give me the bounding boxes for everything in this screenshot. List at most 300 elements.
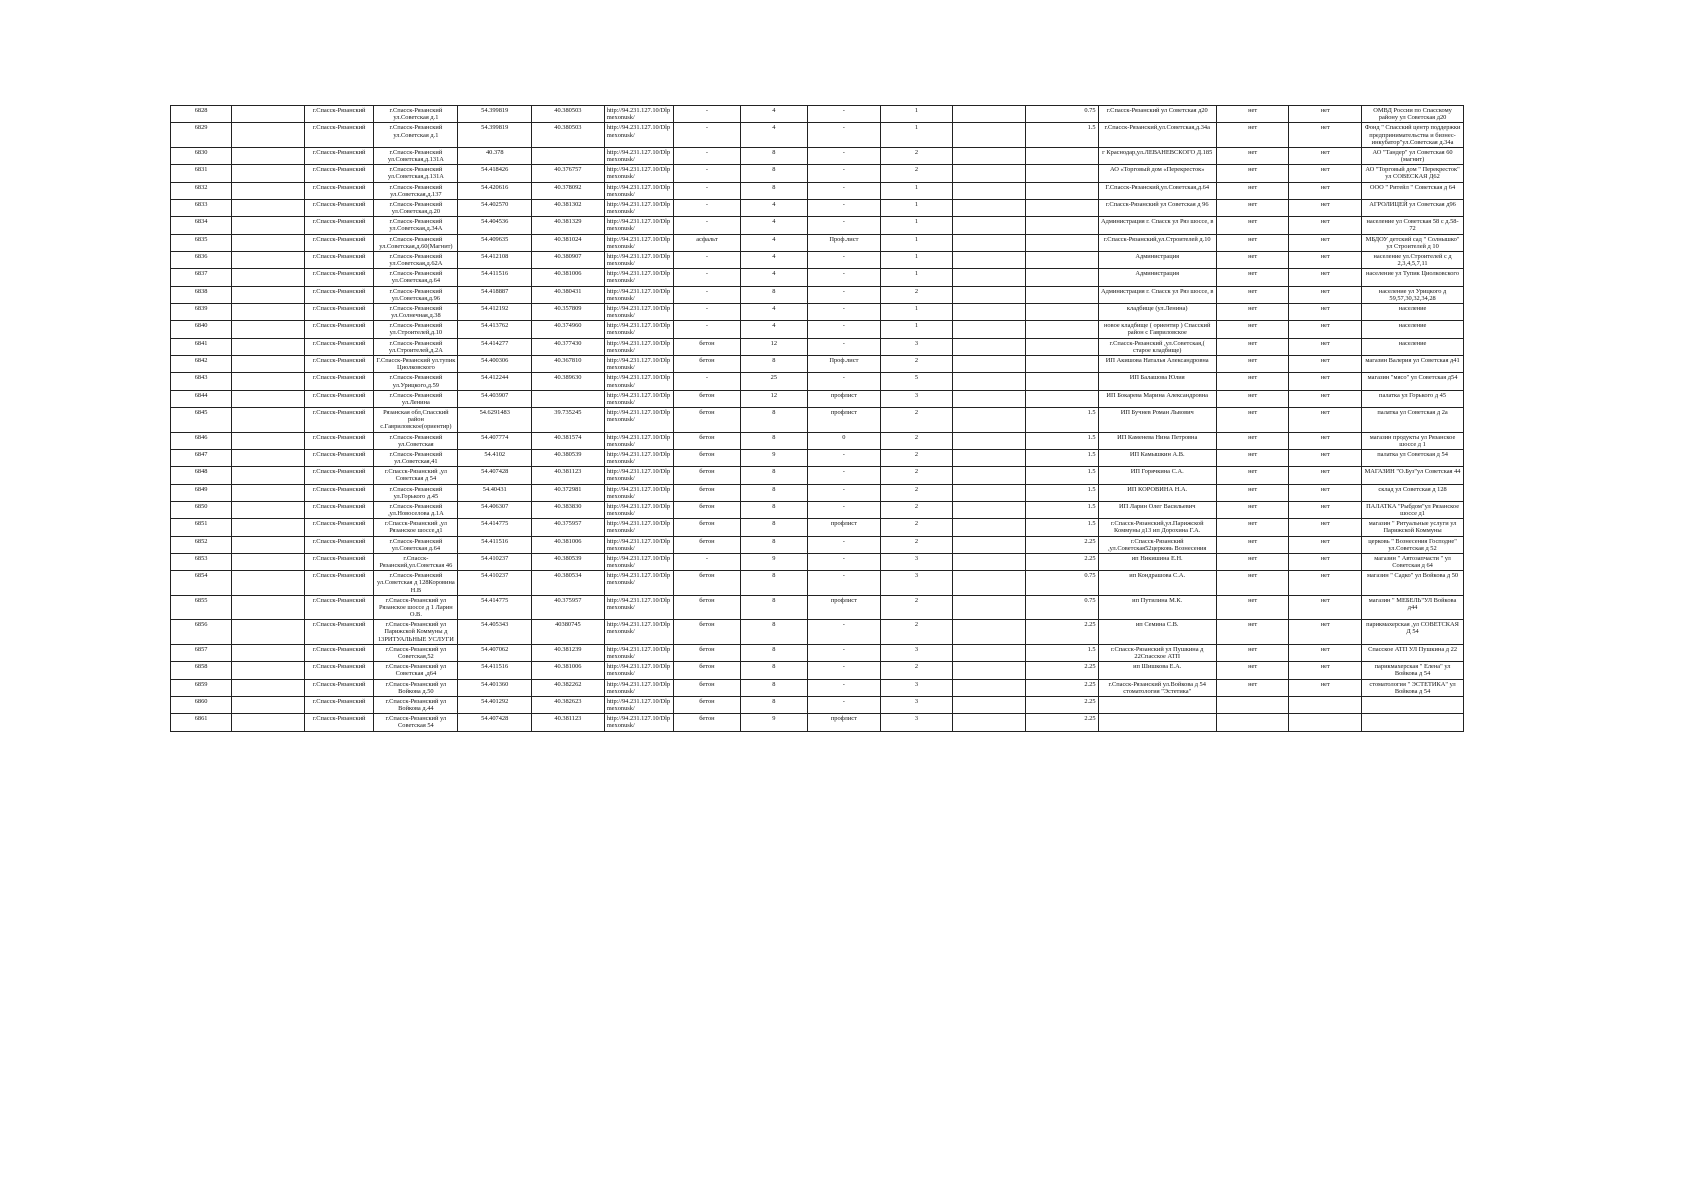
- cell-flag-b: [1289, 696, 1362, 713]
- cell-latitude: 54.399819: [458, 123, 532, 148]
- cell-source: палатка ул Советская д 2а: [1362, 408, 1464, 433]
- cell-volume: [1025, 390, 1098, 407]
- cell-link[interactable]: http://94.231.127.10/Dlpmexonusk/: [604, 484, 674, 501]
- cell-volume: 2.25: [1025, 662, 1098, 679]
- cell-size: 4: [740, 234, 807, 251]
- cell-link[interactable]: http://94.231.127.10/Dlpmexonusk/: [604, 501, 674, 518]
- cell-city: г.Спасск-Рязанский: [304, 662, 374, 679]
- cell-longitude: 40.381123: [532, 467, 605, 484]
- cell-latitude: 54.418887: [458, 286, 532, 303]
- cell-latitude: 54.40431: [458, 484, 532, 501]
- cell-id: 6841: [171, 338, 232, 355]
- cell-city: г.Спасск-Рязанский: [304, 501, 374, 518]
- cell-address: г.Спасск-Рязанский ул Войкова д.44: [374, 696, 458, 713]
- cell-latitude: 54.412192: [458, 303, 532, 320]
- cell-address: г.Спасск-Рязанский ,ул Советская д 54: [374, 467, 458, 484]
- cell-id: 6836: [171, 251, 232, 268]
- cell-volume: [1025, 251, 1098, 268]
- cell-flag-b: нет: [1289, 269, 1362, 286]
- cell-longitude: 40.375957: [532, 595, 605, 620]
- cell-empty: [953, 501, 1026, 518]
- cell-fence: профлист: [808, 595, 881, 620]
- cell-volume: [1025, 321, 1098, 338]
- cell-surface: бетон: [674, 620, 740, 645]
- cell-empty: [953, 536, 1026, 553]
- cell-surface: асфальт: [674, 234, 740, 251]
- cell-flag-b: нет: [1289, 553, 1362, 570]
- cell-flag-b: нет: [1289, 182, 1362, 199]
- cell-source: МАГАЗИН "О.Буз"ул Советская 44: [1362, 467, 1464, 484]
- table-row: [171, 644, 1464, 661]
- cell-size: 4: [740, 106, 807, 123]
- table-row: [171, 519, 1464, 536]
- cell-flag-a: нет: [1216, 147, 1289, 164]
- cell-flag-a: нет: [1216, 234, 1289, 251]
- cell-count: 1: [880, 234, 953, 251]
- cell-fence: -: [808, 501, 881, 518]
- cell-address: г.Спасск-Рязанский ул.Советская,д.96: [374, 286, 458, 303]
- cell-flag-a: нет: [1216, 553, 1289, 570]
- cell-id: 6834: [171, 217, 232, 234]
- cell-flag-b: нет: [1289, 536, 1362, 553]
- cell-link[interactable]: http://94.231.127.10/Dlpmexonusk/: [604, 234, 674, 251]
- cell-id: 6849: [171, 484, 232, 501]
- cell-id: 6833: [171, 199, 232, 216]
- cell-surface: бетон: [674, 501, 740, 518]
- cell-latitude: 54.411516: [458, 536, 532, 553]
- cell-empty: [953, 408, 1026, 433]
- cell-longitude: 40.381123: [532, 714, 605, 731]
- table-row: [171, 484, 1464, 501]
- cell-link[interactable]: http://94.231.127.10/Dlpmexonusk/: [604, 679, 674, 696]
- cell-link[interactable]: http://94.231.127.10/Dlpmexonusk/: [604, 303, 674, 320]
- cell-count: 2: [880, 449, 953, 466]
- cell-empty: [953, 679, 1026, 696]
- cell-city: г.Спасск-Рязанский: [304, 571, 374, 596]
- cell-volume: 0.75: [1025, 106, 1098, 123]
- cell-source: Спасское АТП УЛ Пушкина д 22: [1362, 644, 1464, 661]
- table-row: [171, 147, 1464, 164]
- cell-latitude: 54.414775: [458, 519, 532, 536]
- cell-address: г.Спасск-Рязанский ул Войкова д.50: [374, 679, 458, 696]
- cell-longitude: 40.381006: [532, 662, 605, 679]
- cell-longitude: 40.367810: [532, 355, 605, 372]
- cell-city: г.Спасск-Рязанский: [304, 303, 374, 320]
- cell-source: ПАЛАТКА "Рыбдом"ул Рязанское шоссе д1: [1362, 501, 1464, 518]
- cell-volume: 1.5: [1025, 501, 1098, 518]
- table-row: [171, 620, 1464, 645]
- cell-empty: [953, 644, 1026, 661]
- cell-flag-b: нет: [1289, 123, 1362, 148]
- registry-table-body: [171, 106, 1464, 732]
- cell-address: Рязанская обл,Спасский район с.Гавриловское(ориентир): [374, 408, 458, 433]
- cell-empty: [953, 620, 1026, 645]
- cell-empty: [232, 484, 305, 501]
- cell-latitude: 54.414277: [458, 338, 532, 355]
- cell-empty: [232, 536, 305, 553]
- cell-link[interactable]: http://94.231.127.10/Dlpmexonusk/: [604, 147, 674, 164]
- table-row: [171, 373, 1464, 390]
- cell-empty: [953, 303, 1026, 320]
- cell-address: г.Спасск-Рязанский ,ул Рязанское шоссе,д1: [374, 519, 458, 536]
- cell-fence: -: [808, 199, 881, 216]
- cell-link[interactable]: http://94.231.127.10/Dlpmexonusk/: [604, 714, 674, 731]
- cell-owner: ип Шишкова Е.А.: [1098, 662, 1216, 679]
- cell-longitude: 40.357809: [532, 303, 605, 320]
- cell-flag-a: [1216, 696, 1289, 713]
- cell-owner: ип Семина С.В.: [1098, 620, 1216, 645]
- cell-source: АГРОЛИЦЕЙ ул Советская д96: [1362, 199, 1464, 216]
- cell-link[interactable]: http://94.231.127.10/Dlpmexonusk/: [604, 696, 674, 713]
- cell-surface: бетон: [674, 467, 740, 484]
- cell-count: 3: [880, 696, 953, 713]
- cell-link[interactable]: http://94.231.127.10/Dlpmexonusk/: [604, 662, 674, 679]
- cell-longitude: 40.381302: [532, 199, 605, 216]
- cell-longitude: [532, 390, 605, 407]
- cell-empty: [953, 519, 1026, 536]
- cell-size: 8: [740, 595, 807, 620]
- cell-owner: Администрация г. Спасск ул Ряз шоссе, в: [1098, 286, 1216, 303]
- cell-size: 8: [740, 571, 807, 596]
- cell-link[interactable]: http://94.231.127.10/Dlpmexonusk/: [604, 251, 674, 268]
- cell-source: население: [1362, 303, 1464, 320]
- cell-latitude: 54.410237: [458, 571, 532, 596]
- cell-link[interactable]: http://94.231.127.10/Dlpmexonusk/: [604, 467, 674, 484]
- cell-count: 1: [880, 269, 953, 286]
- cell-latitude: 54.413762: [458, 321, 532, 338]
- cell-link[interactable]: http://94.231.127.10/Dlpmexonusk/: [604, 620, 674, 645]
- cell-link[interactable]: http://94.231.127.10/Dlpmexonusk/: [604, 432, 674, 449]
- cell-flag-b: нет: [1289, 408, 1362, 433]
- cell-link[interactable]: http://94.231.127.10/Dlpmexonusk/: [604, 123, 674, 148]
- cell-empty: [232, 679, 305, 696]
- cell-owner: кладбище (ул.Ленина): [1098, 303, 1216, 320]
- cell-fence: -: [808, 217, 881, 234]
- table-row: [171, 408, 1464, 433]
- cell-flag-a: нет: [1216, 484, 1289, 501]
- cell-owner: г.Спасск-Рязанский ул Пушкина д 22Спасское АТП: [1098, 644, 1216, 661]
- cell-link[interactable]: http://94.231.127.10/Dlpmexonusk/: [604, 217, 674, 234]
- table-row: [171, 234, 1464, 251]
- cell-flag-b: нет: [1289, 165, 1362, 182]
- cell-longitude: 39.735245: [532, 408, 605, 433]
- cell-link[interactable]: http://94.231.127.10/Dlpmexonusk/: [604, 449, 674, 466]
- cell-size: 8: [740, 408, 807, 433]
- cell-flag-b: нет: [1289, 199, 1362, 216]
- cell-id: 6859: [171, 679, 232, 696]
- cell-size: 4: [740, 303, 807, 320]
- cell-count: 2: [880, 484, 953, 501]
- cell-count: 2: [880, 286, 953, 303]
- cell-surface: бетон: [674, 408, 740, 433]
- cell-volume: [1025, 165, 1098, 182]
- cell-flag-b: нет: [1289, 355, 1362, 372]
- cell-empty: [953, 390, 1026, 407]
- cell-flag-a: нет: [1216, 251, 1289, 268]
- cell-source: магазин Валерия ул Советская д41: [1362, 355, 1464, 372]
- cell-fence: профлист: [808, 408, 881, 433]
- cell-city: г.Спасск-Рязанский: [304, 536, 374, 553]
- table-row: [171, 714, 1464, 731]
- cell-count: 3: [880, 644, 953, 661]
- cell-fence: -: [808, 338, 881, 355]
- cell-link[interactable]: http://94.231.127.10/Dlpmexonusk/: [604, 536, 674, 553]
- table-row: [171, 571, 1464, 596]
- cell-address: г.Спасск-Рязанский ул.Строителей,д.2А: [374, 338, 458, 355]
- cell-empty: [953, 484, 1026, 501]
- table-row: [171, 355, 1464, 372]
- cell-address: г.Спасск-Рязанский ул Парижской Коммуны д 13РИТУАЛЬНЫЕ УСЛУГИ: [374, 620, 458, 645]
- cell-address: г.Спасск-Рязанский ул.Советская,д.137: [374, 182, 458, 199]
- cell-volume: 1.5: [1025, 449, 1098, 466]
- cell-flag-b: нет: [1289, 519, 1362, 536]
- cell-flag-a: нет: [1216, 182, 1289, 199]
- cell-surface: -: [674, 269, 740, 286]
- cell-fence: -: [808, 321, 881, 338]
- cell-source: население ул Тупик Циолковского: [1362, 269, 1464, 286]
- cell-empty: [232, 595, 305, 620]
- cell-flag-a: нет: [1216, 408, 1289, 433]
- cell-surface: бетон: [674, 338, 740, 355]
- cell-fence: -: [808, 467, 881, 484]
- cell-empty: [232, 123, 305, 148]
- cell-city: г.Спасск-Рязанский: [304, 217, 374, 234]
- cell-id: 6832: [171, 182, 232, 199]
- cell-flag-a: нет: [1216, 432, 1289, 449]
- cell-empty: [232, 147, 305, 164]
- cell-city: г.Спасск-Рязанский: [304, 408, 374, 433]
- cell-latitude: 54.411516: [458, 269, 532, 286]
- cell-volume: 2.25: [1025, 696, 1098, 713]
- cell-link[interactable]: http://94.231.127.10/Dlpmexonusk/: [604, 321, 674, 338]
- cell-volume: 0.75: [1025, 595, 1098, 620]
- cell-flag-a: нет: [1216, 199, 1289, 216]
- cell-flag-a: нет: [1216, 106, 1289, 123]
- cell-link[interactable]: http://94.231.127.10/Dlpmexonusk/: [604, 571, 674, 596]
- table-row: [171, 321, 1464, 338]
- cell-longitude: 40.381239: [532, 644, 605, 661]
- cell-empty: [232, 696, 305, 713]
- cell-id: 6830: [171, 147, 232, 164]
- cell-id: 6843: [171, 373, 232, 390]
- cell-volume: [1025, 182, 1098, 199]
- cell-surface: бетон: [674, 390, 740, 407]
- cell-fence: -: [808, 679, 881, 696]
- cell-fence: -: [808, 251, 881, 268]
- cell-volume: 2.25: [1025, 536, 1098, 553]
- cell-source: склад ул Советская д 128: [1362, 484, 1464, 501]
- cell-address: Г.Спасск-Рязанский ул.тупик Циолковского: [374, 355, 458, 372]
- cell-address: г.Спасск-Рязанский ул.Советская,д.131А: [374, 165, 458, 182]
- cell-address: г.Спасск-Рязанский ул Советская ,д64: [374, 662, 458, 679]
- cell-id: 6847: [171, 449, 232, 466]
- cell-empty: [953, 199, 1026, 216]
- cell-fence: профлист: [808, 714, 881, 731]
- cell-surface: бетон: [674, 536, 740, 553]
- table-row: [171, 662, 1464, 679]
- cell-empty: [232, 182, 305, 199]
- cell-count: 3: [880, 571, 953, 596]
- cell-flag-b: [1289, 714, 1362, 731]
- cell-fence: -: [808, 373, 881, 390]
- cell-empty: [232, 355, 305, 372]
- cell-longitude: 40380745: [532, 620, 605, 645]
- cell-empty: [953, 182, 1026, 199]
- cell-id: 6846: [171, 432, 232, 449]
- cell-volume: 2.25: [1025, 620, 1098, 645]
- cell-volume: 2.25: [1025, 679, 1098, 696]
- cell-city: г.Спасск-Рязанский: [304, 595, 374, 620]
- cell-city: г.Спасск-Рязанский: [304, 432, 374, 449]
- cell-latitude: 54.6291483: [458, 408, 532, 433]
- cell-id: 6858: [171, 662, 232, 679]
- cell-surface: -: [674, 123, 740, 148]
- cell-id: 6861: [171, 714, 232, 731]
- cell-volume: 1.5: [1025, 123, 1098, 148]
- cell-size: 9: [740, 553, 807, 570]
- cell-size: 8: [740, 286, 807, 303]
- cell-count: 2: [880, 519, 953, 536]
- cell-id: 6845: [171, 408, 232, 433]
- cell-link[interactable]: http://94.231.127.10/Dlpmexonusk/: [604, 182, 674, 199]
- cell-owner: г.Спасск-Рязанский,ул.Парижской Коммуны д13 ип Дорохина Г.А.: [1098, 519, 1216, 536]
- cell-empty: [232, 303, 305, 320]
- cell-address: г.Спасск-Рязанский ул.Строителей,д.10: [374, 321, 458, 338]
- cell-fence: -: [808, 571, 881, 596]
- cell-flag-b: нет: [1289, 373, 1362, 390]
- cell-flag-a: нет: [1216, 449, 1289, 466]
- cell-flag-b: нет: [1289, 106, 1362, 123]
- cell-link[interactable]: http://94.231.127.10/Dlpmexonusk/: [604, 338, 674, 355]
- cell-flag-b: нет: [1289, 251, 1362, 268]
- cell-longitude: [532, 147, 605, 164]
- cell-volume: 2.25: [1025, 714, 1098, 731]
- cell-id: 6856: [171, 620, 232, 645]
- cell-address: г.Спасск-Рязанский ул Рязанское шоссе д 1 Ларин О.В.: [374, 595, 458, 620]
- cell-id: 6860: [171, 696, 232, 713]
- cell-empty: [232, 106, 305, 123]
- cell-source: население ул.Строителей с д 2,3,4,5,7,11: [1362, 251, 1464, 268]
- cell-size: 8: [740, 501, 807, 518]
- cell-source: [1362, 696, 1464, 713]
- cell-flag-b: нет: [1289, 286, 1362, 303]
- cell-link[interactable]: http://94.231.127.10/Dlpmexonusk/: [604, 106, 674, 123]
- table-row: [171, 536, 1464, 553]
- cell-link[interactable]: http://94.231.127.10/Dlpmexonusk/: [604, 644, 674, 661]
- cell-city: г.Спасск-Рязанский: [304, 519, 374, 536]
- cell-longitude: 40.378092: [532, 182, 605, 199]
- cell-owner: г.Спасск-Рязанский,ул.Строителей д.10: [1098, 234, 1216, 251]
- cell-city: г.Спасск-Рязанский: [304, 123, 374, 148]
- cell-surface: -: [674, 553, 740, 570]
- cell-latitude: 54.411516: [458, 662, 532, 679]
- cell-empty: [232, 338, 305, 355]
- cell-owner: [1098, 714, 1216, 731]
- cell-empty: [232, 662, 305, 679]
- cell-longitude: 40.380534: [532, 571, 605, 596]
- cell-city: г.Спасск-Рязанский: [304, 553, 374, 570]
- cell-link[interactable]: http://94.231.127.10/Dlpmexonusk/: [604, 373, 674, 390]
- cell-city: г.Спасск-Рязанский: [304, 484, 374, 501]
- cell-flag-b: нет: [1289, 620, 1362, 645]
- cell-link[interactable]: http://94.231.127.10/Dlpmexonusk/: [604, 553, 674, 570]
- table-row: [171, 449, 1464, 466]
- cell-size: 8: [740, 536, 807, 553]
- cell-volume: 1.5: [1025, 644, 1098, 661]
- cell-longitude: 40.380907: [532, 251, 605, 268]
- cell-flag-a: нет: [1216, 373, 1289, 390]
- cell-count: 1: [880, 182, 953, 199]
- cell-source: население: [1362, 338, 1464, 355]
- table-row: [171, 199, 1464, 216]
- cell-volume: [1025, 199, 1098, 216]
- cell-address: г.Спасск-Рязанский ул.Советская,д.34А: [374, 217, 458, 234]
- cell-link[interactable]: http://94.231.127.10/Dlpmexonusk/: [604, 519, 674, 536]
- cell-longitude: 40.382623: [532, 696, 605, 713]
- cell-link[interactable]: http://94.231.127.10/Dlpmexonusk/: [604, 408, 674, 433]
- cell-fence: -: [808, 620, 881, 645]
- cell-link[interactable]: http://94.231.127.10/Dlpmexonusk/: [604, 199, 674, 216]
- cell-link[interactable]: http://94.231.127.10/Dlpmexonusk/: [604, 390, 674, 407]
- cell-count: 2: [880, 165, 953, 182]
- cell-city: г.Спасск-Рязанский: [304, 251, 374, 268]
- cell-count: 3: [880, 714, 953, 731]
- cell-id: 6829: [171, 123, 232, 148]
- cell-source: церковь " Вознесения Господне" ул.Советская д 52: [1362, 536, 1464, 553]
- cell-city: г.Спасск-Рязанский: [304, 644, 374, 661]
- cell-surface: бетон: [674, 571, 740, 596]
- cell-owner: ИП КОРОВИНА Н.А.: [1098, 484, 1216, 501]
- cell-flag-a: нет: [1216, 286, 1289, 303]
- cell-owner: г.Спасск-Рязанский ул Советская д 96: [1098, 199, 1216, 216]
- cell-empty: [232, 432, 305, 449]
- cell-latitude: 54.4102: [458, 449, 532, 466]
- cell-source: население: [1362, 321, 1464, 338]
- cell-latitude: 54.407428: [458, 467, 532, 484]
- cell-link[interactable]: http://94.231.127.10/Dlpmexonusk/: [604, 269, 674, 286]
- cell-latitude: 40.378: [458, 147, 532, 164]
- cell-empty: [953, 251, 1026, 268]
- cell-longitude: 40.383830: [532, 501, 605, 518]
- cell-size: 8: [740, 620, 807, 645]
- cell-flag-b: нет: [1289, 217, 1362, 234]
- cell-flag-b: нет: [1289, 679, 1362, 696]
- cell-empty: [953, 338, 1026, 355]
- cell-longitude: 40.381006: [532, 269, 605, 286]
- cell-link[interactable]: http://94.231.127.10/Dlpmexonusk/: [604, 595, 674, 620]
- cell-source: магазин " Ритуальные услуги ул Парижской Коммуны: [1362, 519, 1464, 536]
- cell-flag-b: нет: [1289, 234, 1362, 251]
- cell-flag-a: нет: [1216, 303, 1289, 320]
- cell-owner: ИП Акишова Наталья Александровна: [1098, 355, 1216, 372]
- cell-flag-a: нет: [1216, 338, 1289, 355]
- cell-address: г.Спасск-Рязанский ул.Советская,д.62А: [374, 251, 458, 268]
- cell-id: 6842: [171, 355, 232, 372]
- cell-volume: 1.5: [1025, 432, 1098, 449]
- cell-flag-a: нет: [1216, 662, 1289, 679]
- cell-city: г.Спасск-Рязанский: [304, 467, 374, 484]
- cell-link[interactable]: http://94.231.127.10/Dlpmexonusk/: [604, 165, 674, 182]
- cell-address: г.Спасск-Рязанский,ул.Советская 46: [374, 553, 458, 570]
- cell-flag-b: нет: [1289, 338, 1362, 355]
- cell-source: АО "Торговый дом " Перекресток" ул СОВЕСКАЯ Д62: [1362, 165, 1464, 182]
- cell-link[interactable]: http://94.231.127.10/Dlpmexonusk/: [604, 286, 674, 303]
- cell-count: 2: [880, 595, 953, 620]
- cell-fence: -: [808, 106, 881, 123]
- cell-link[interactable]: http://94.231.127.10/Dlpmexonusk/: [604, 355, 674, 372]
- cell-city: г.Спасск-Рязанский: [304, 234, 374, 251]
- cell-owner: новое кладбище ( ориентир ) Спасский район с Гавриловское: [1098, 321, 1216, 338]
